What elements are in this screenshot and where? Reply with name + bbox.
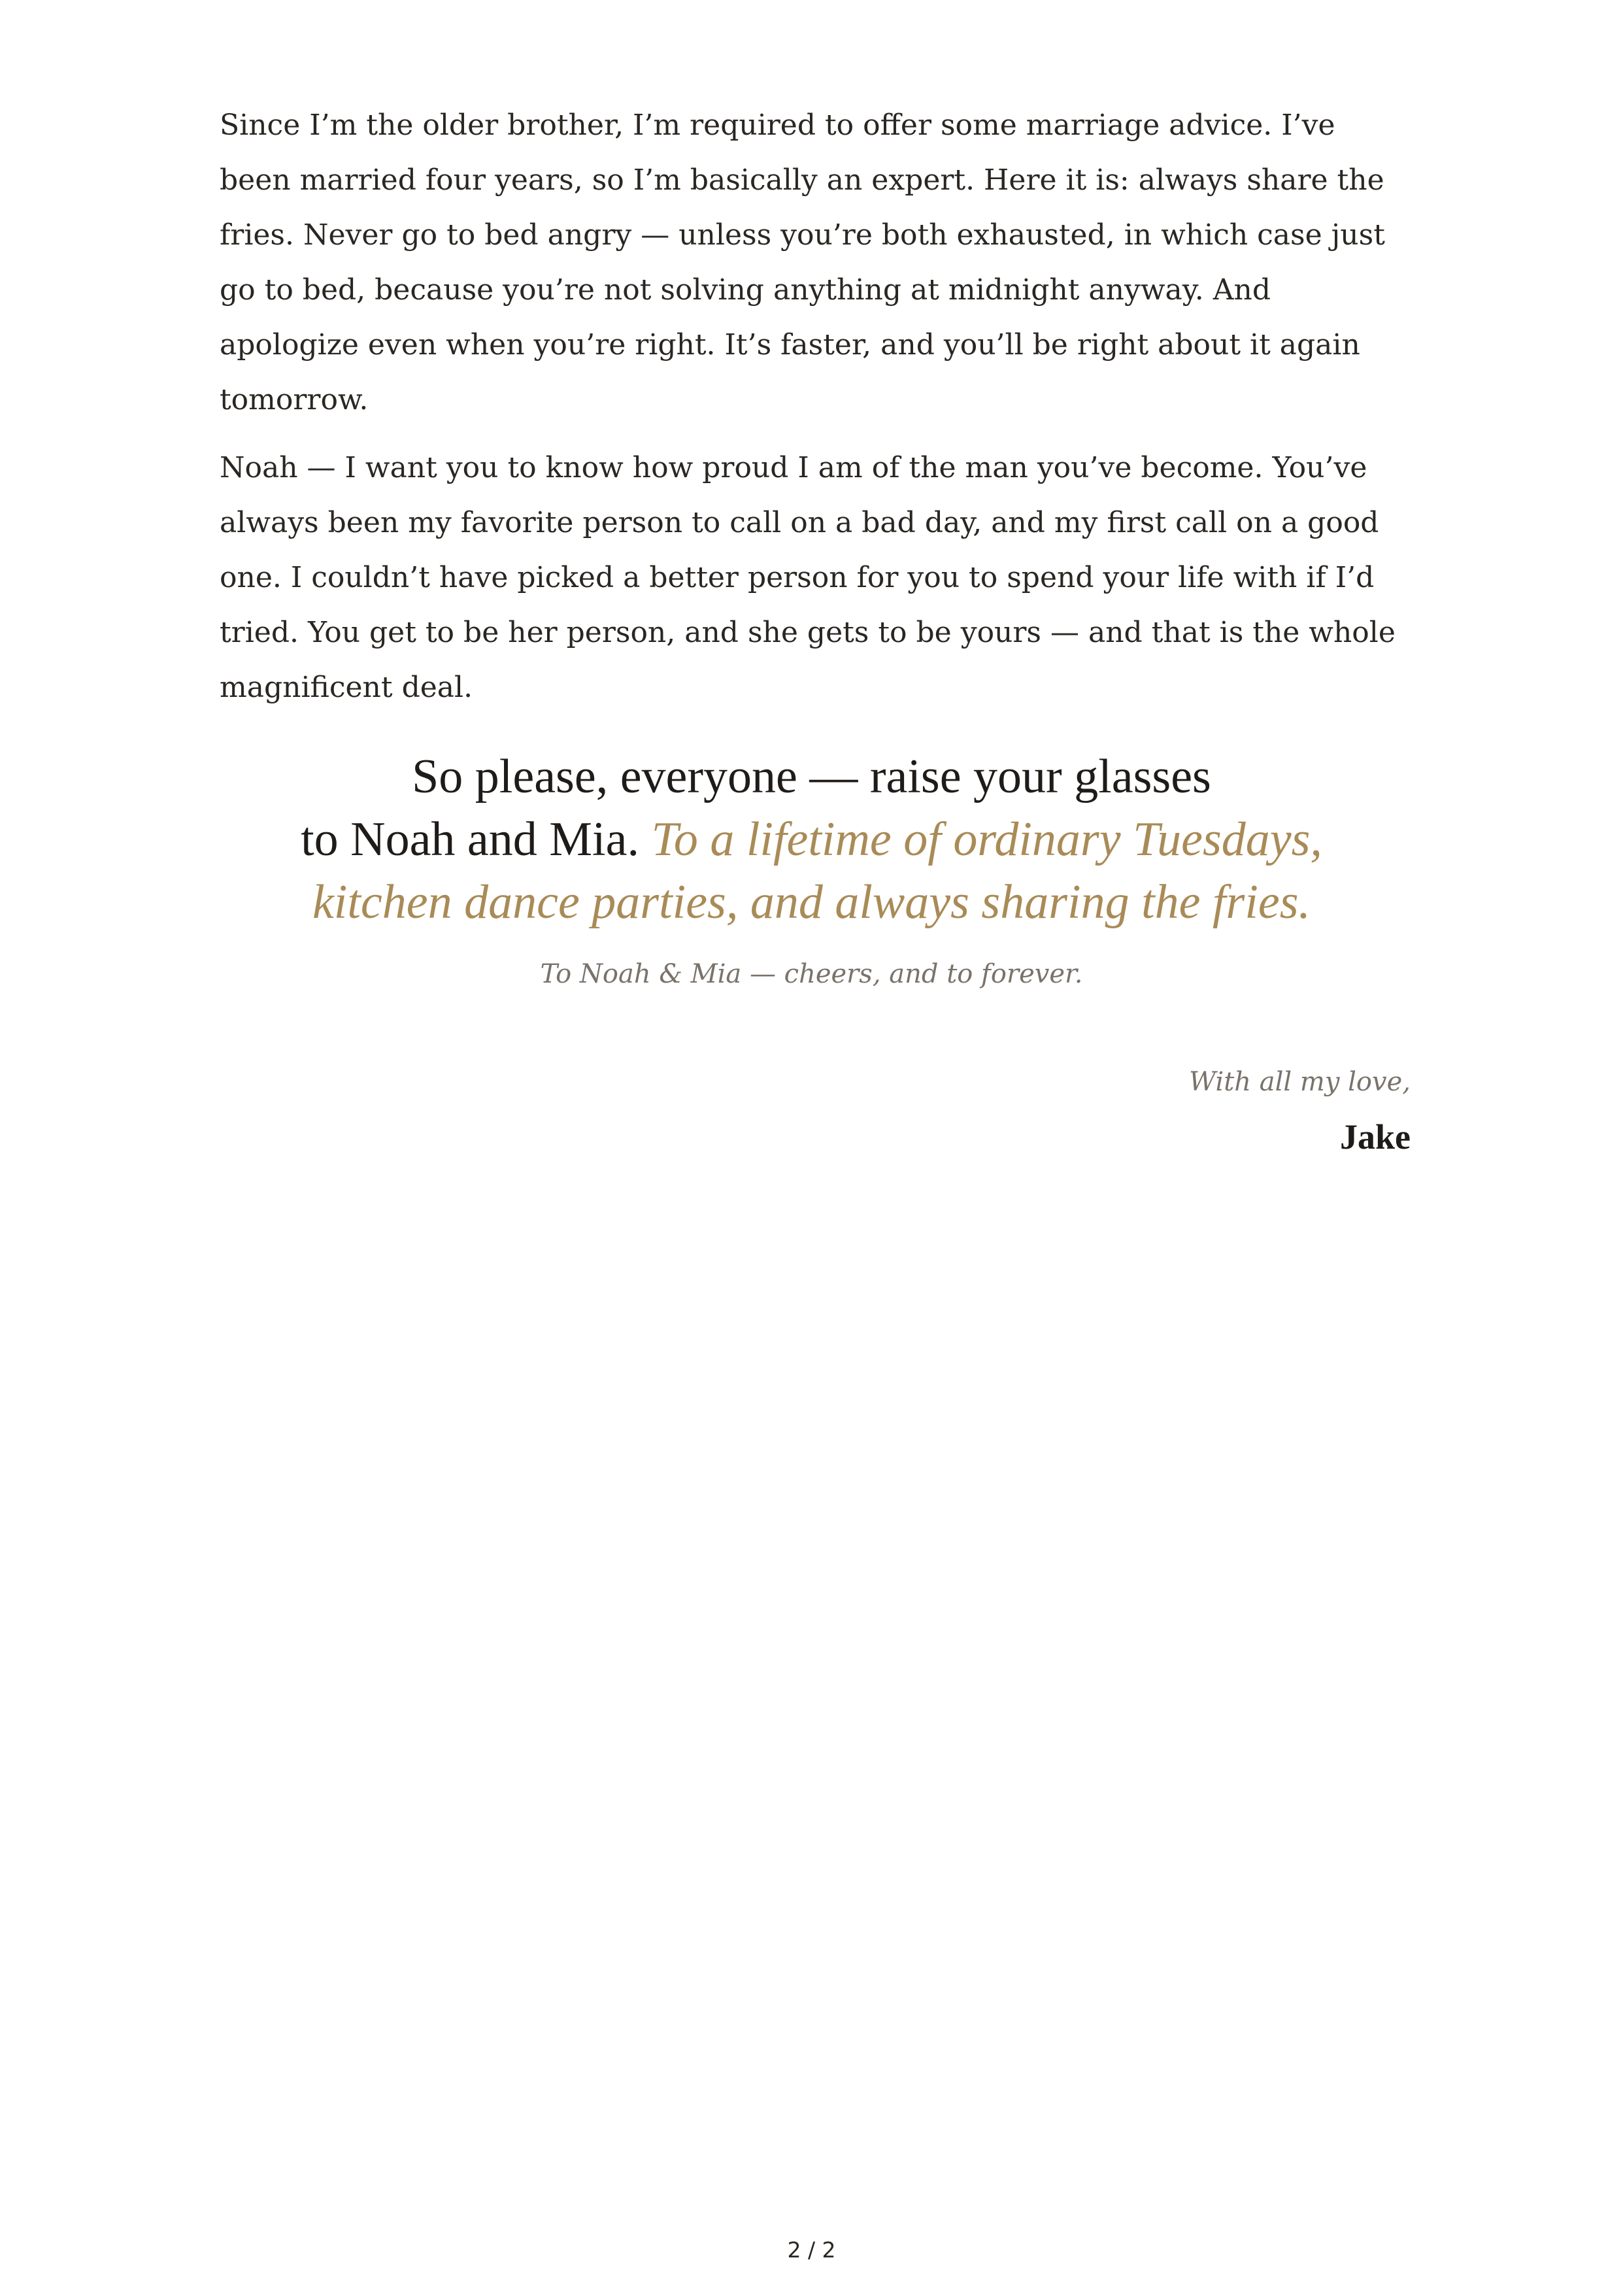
toast-line-1: So please, everyone — raise your glasses [412,750,1211,803]
toast-line-3-highlight: kitchen dance parties, and always sharing the fries. [312,875,1311,929]
toast-line-2-plain: to Noah and Mia. [301,813,652,866]
cheers-caption: To Noah & Mia — cheers, and to forever. [540,959,1083,989]
toast-line-2-highlight: To a lifetime of ordinary Tuesdays, [651,813,1322,866]
paragraph-proud-of-noah: Noah — I want you to know how proud I am of the man you’ve become. You’ve always been my favorite person to call on a bad day, and my first call on a good one. I couldn’t have picked a better person for you to spend your life with if I’d tried. You get to be her person, and she gets to be yours — and that is the whole magnificent deal. [220,451,1396,704]
closing-line: With all my love, [1188,1067,1411,1097]
paragraph-marriage-advice: Since I’m the older brother, I’m required to offer some marriage advice. I’ve been married four years, so I’m basically an expert. Here it is: always share the fries. Never go to bed angry — unless you’re both exhausted, in which case just go to bed, because you’re not solving anything at midnight anyway. And apologize even when you’re right. It’s faster, and you’ll be right about it again tomorrow. [220,109,1385,416]
page-number: 2 / 2 [787,2237,836,2263]
toast-line-2 [0,808,1623,871]
toast-heading [0,745,1623,934]
signature-name: Jake [1340,1117,1411,1156]
speech-body [220,98,1411,728]
